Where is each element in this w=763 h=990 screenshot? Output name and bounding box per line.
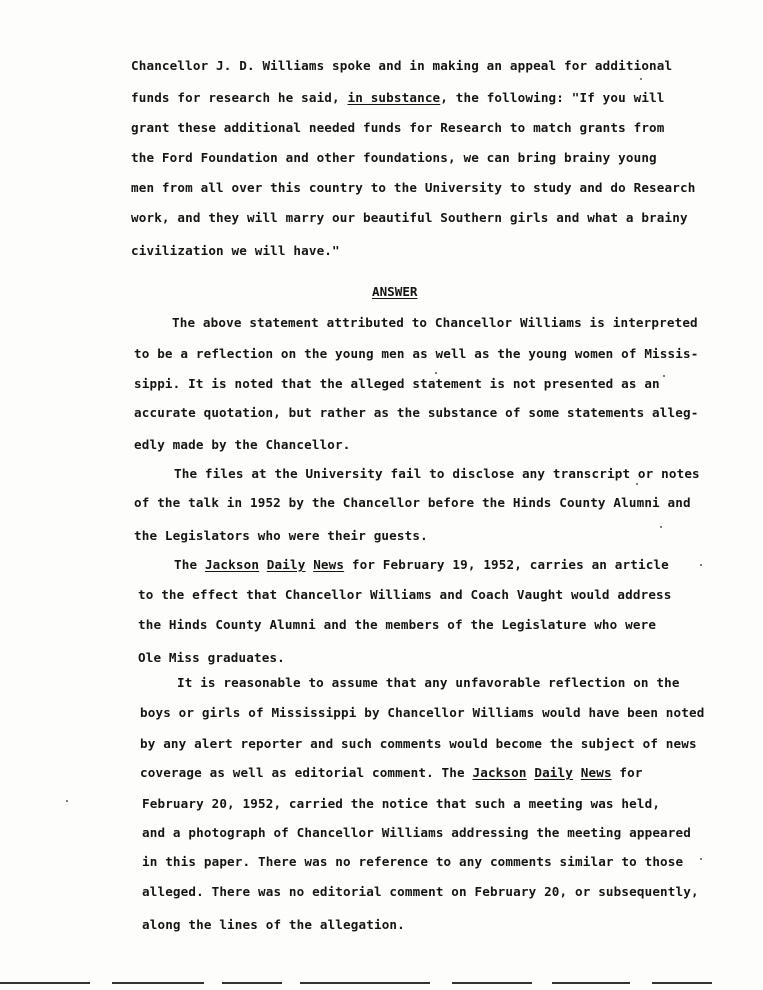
- text-segment: coverage as well as editorial comment. The: [140, 765, 473, 780]
- text-line: [174, 557, 669, 573]
- text-line: men from all over this country to the University to study and do Research: [131, 180, 696, 195]
- text-line: [131, 90, 665, 106]
- text-line: civilization we will have.": [131, 243, 340, 258]
- text-line: boys or girls of Mississippi by Chancellor Williams would have been noted: [140, 705, 705, 720]
- text-segment: for February 19, 1952, carries an article: [344, 557, 669, 572]
- rule-segment: [452, 982, 532, 984]
- scan-speck: [660, 526, 662, 528]
- newspaper-title-word: Jackson: [472, 765, 527, 780]
- text-line: grant these additional needed funds for Research to match grants from: [131, 120, 665, 135]
- text-line: Ole Miss graduates.: [138, 650, 285, 665]
- text-line: to the effect that Chancellor Williams and Coach Vaught would address: [138, 587, 672, 602]
- rule-segment: [112, 982, 204, 984]
- text-segment: funds for research he said,: [131, 90, 348, 105]
- rule-segment: [300, 982, 430, 984]
- text-line: and a photograph of Chancellor Williams addressing the meeting appeared: [142, 825, 691, 840]
- text-line: the Ford Foundation and other foundations, we can bring brainy young: [131, 150, 657, 165]
- text-line: It is reasonable to assume that any unfavorable reflection on the: [177, 675, 680, 690]
- rule-segment: [222, 982, 282, 984]
- text-line: [140, 765, 643, 781]
- scan-speck: [435, 372, 437, 374]
- newspaper-title-word: Jackson: [204, 557, 260, 572]
- text-segment: , the following: "If you will: [440, 90, 665, 105]
- text-line: in this paper. There was no reference to any comments similar to those: [142, 854, 684, 869]
- text-line: along the lines of the allegation.: [142, 917, 405, 932]
- rule-segment: [652, 982, 712, 984]
- text-line: the Hinds County Alumni and the members of the Legislature who were: [138, 617, 657, 632]
- text-segment: [573, 765, 581, 780]
- text-line: Chancellor J. D. Williams spoke and in making an appeal for additional: [131, 58, 673, 73]
- scan-speck: [700, 564, 702, 566]
- newspaper-title-word: News: [580, 765, 612, 780]
- scan-speck: [663, 375, 665, 377]
- text-line: accurate quotation, but rather as the substance of some statements alleg-: [134, 405, 699, 420]
- scan-speck: [636, 483, 638, 485]
- text-line: work, and they will marry our beautiful Southern girls and what a brainy: [131, 210, 688, 225]
- scan-speck: [66, 800, 68, 802]
- text-segment: [259, 557, 267, 572]
- page-bottom-rule: [0, 982, 763, 985]
- text-line: February 20, 1952, carried the notice that such a meeting was held,: [142, 796, 661, 811]
- emphasis-in-substance: in substance: [347, 90, 441, 105]
- text-line: sippi. It is noted that the alleged statement is not presented as an: [134, 376, 660, 391]
- scan-speck: [640, 78, 642, 80]
- newspaper-title-word: News: [313, 557, 345, 572]
- rule-segment: [552, 982, 630, 984]
- text-line: edly made by the Chancellor.: [134, 437, 351, 452]
- newspaper-title-word: Daily: [534, 765, 574, 780]
- text-line: of the talk in 1952 by the Chancellor before the Hinds County Alumni and: [134, 495, 691, 510]
- rule-segment: [0, 982, 90, 984]
- newspaper-title-word: Daily: [266, 557, 306, 572]
- text-line: the Legislators who were their guests.: [134, 528, 428, 543]
- text-segment: The: [174, 557, 205, 572]
- scan-speck: [700, 858, 702, 860]
- text-line: to be a reflection on the young men as well as the young women of Missis-: [134, 346, 699, 361]
- text-line: The above statement attributed to Chancellor Williams is interpreted: [172, 315, 698, 330]
- text-line: alleged. There was no editorial comment on February 20, or subsequently,: [142, 884, 699, 899]
- text-segment: for: [611, 765, 643, 780]
- section-heading-answer: ANSWER: [372, 284, 418, 299]
- text-line: The files at the University fail to disclose any transcript or notes: [174, 466, 700, 481]
- text-line: by any alert reporter and such comments would become the subject of news: [140, 736, 697, 751]
